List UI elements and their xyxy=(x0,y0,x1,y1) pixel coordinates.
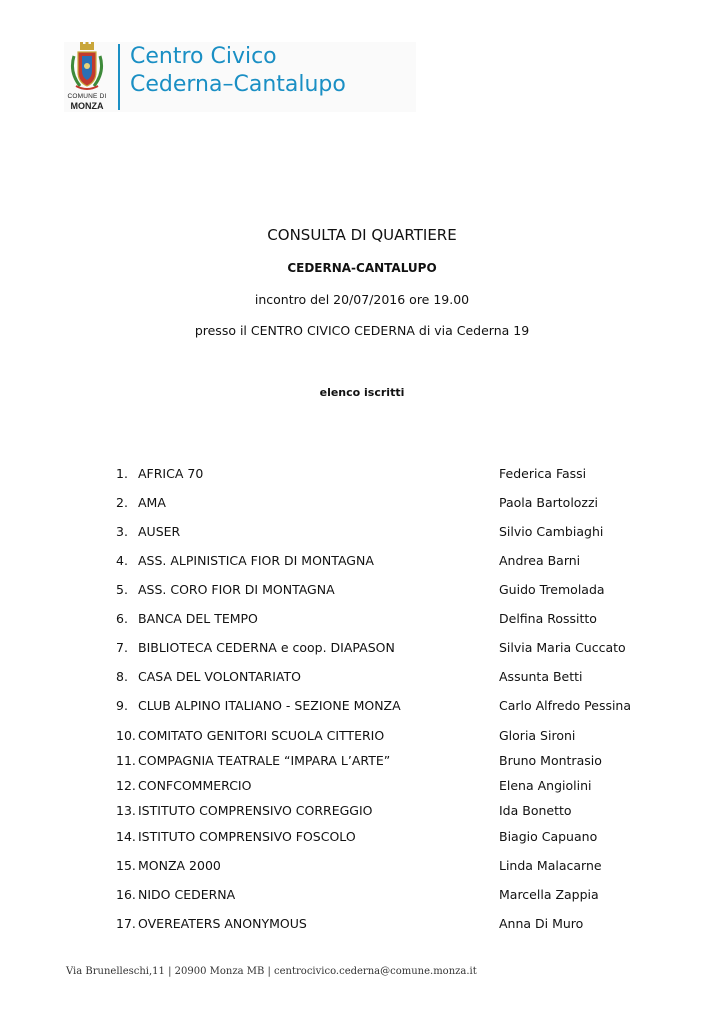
organization-name: AFRICA 70 xyxy=(138,466,204,481)
item-number: 8. xyxy=(116,669,128,684)
header-divider xyxy=(118,44,120,110)
representative-name: Silvio Cambiaghi xyxy=(499,524,604,539)
representative-name: Guido Tremolada xyxy=(499,582,605,597)
crest-caption-bottom: MONZA xyxy=(70,101,104,111)
meeting-place-line: presso il CENTRO CIVICO CEDERNA di via Cederna 19 xyxy=(194,323,530,338)
item-number: 9. xyxy=(116,698,128,713)
organization-name: CASA DEL VOLONTARIATO xyxy=(138,669,301,684)
item-number: 5. xyxy=(116,582,128,597)
representative-name: Federica Fassi xyxy=(499,466,587,481)
organization-name: OVEREATERS ANONYMOUS xyxy=(138,916,307,931)
item-number: 11. xyxy=(116,753,136,768)
brand-title-line2: Cederna–Cantalupo xyxy=(130,72,346,97)
organization-name: AUSER xyxy=(138,524,181,539)
item-number: 3. xyxy=(116,524,128,539)
item-number: 13. xyxy=(116,803,136,818)
organization-name: AMA xyxy=(138,495,166,510)
list-heading: elenco iscritti xyxy=(319,386,405,399)
organization-name: COMITATO GENITORI SCUOLA CITTERIO xyxy=(138,728,385,743)
header xyxy=(64,42,416,112)
organization-name: ASS. CORO FIOR DI MONTAGNA xyxy=(138,582,335,597)
crest-icon xyxy=(68,42,106,92)
representative-name: Anna Di Muro xyxy=(499,916,584,931)
representative-name: Elena Angiolini xyxy=(499,778,592,793)
representative-name: Assunta Betti xyxy=(499,669,583,684)
brand-title-line1: Centro Civico xyxy=(130,44,277,69)
item-number: 15. xyxy=(116,858,136,873)
item-number: 17. xyxy=(116,916,136,931)
representative-name: Silvia Maria Cuccato xyxy=(499,640,626,655)
footer-contact: Via Brunelleschi,11 | 20900 Monza MB | centrocivico.cederna@comune.monza.it xyxy=(66,966,477,977)
organization-name: ISTITUTO COMPRENSIVO CORREGGIO xyxy=(138,803,373,818)
organization-name: COMPAGNIA TEATRALE “IMPARA L’ARTE” xyxy=(138,753,391,768)
item-number: 7. xyxy=(116,640,128,655)
organization-name: MONZA 2000 xyxy=(138,858,221,873)
organization-name: BIBLIOTECA CEDERNA e coop. DIAPASON xyxy=(138,640,395,655)
meeting-date-line: incontro del 20/07/2016 ore 19.00 xyxy=(254,292,470,307)
representative-name: Carlo Alfredo Pessina xyxy=(499,698,632,713)
crest-caption-top: COMUNE DI xyxy=(67,93,107,100)
organization-name: CONFCOMMERCIO xyxy=(138,778,252,793)
item-number: 14. xyxy=(116,829,136,844)
item-number: 10. xyxy=(116,728,136,743)
representative-name: Andrea Barni xyxy=(499,553,581,568)
organization-name: ISTITUTO COMPRENSIVO FOSCOLO xyxy=(138,829,356,844)
organization-name: BANCA DEL TEMPO xyxy=(138,611,258,626)
item-number: 16. xyxy=(116,887,136,902)
item-number: 6. xyxy=(116,611,128,626)
item-number: 4. xyxy=(116,553,128,568)
representative-name: Linda Malacarne xyxy=(499,858,602,873)
representative-name: Delfina Rossitto xyxy=(499,611,597,626)
item-number: 12. xyxy=(116,778,136,793)
representative-name: Marcella Zappia xyxy=(499,887,599,902)
document-subtitle: CEDERNA-CANTALUPO xyxy=(287,261,437,275)
organization-name: CLUB ALPINO ITALIANO - SEZIONE MONZA xyxy=(138,698,401,713)
representative-name: Gloria Sironi xyxy=(499,728,576,743)
representative-name: Paola Bartolozzi xyxy=(499,495,599,510)
representative-name: Bruno Montrasio xyxy=(499,753,602,768)
representative-name: Biagio Capuano xyxy=(499,829,598,844)
representative-name: Ida Bonetto xyxy=(499,803,572,818)
item-number: 1. xyxy=(116,466,128,481)
organization-name: ASS. ALPINISTICA FIOR DI MONTAGNA xyxy=(138,553,374,568)
item-number: 2. xyxy=(116,495,128,510)
document-title: CONSULTA DI QUARTIERE xyxy=(267,226,457,244)
monza-crest-logo xyxy=(64,42,110,112)
organization-name: NIDO CEDERNA xyxy=(138,887,236,902)
